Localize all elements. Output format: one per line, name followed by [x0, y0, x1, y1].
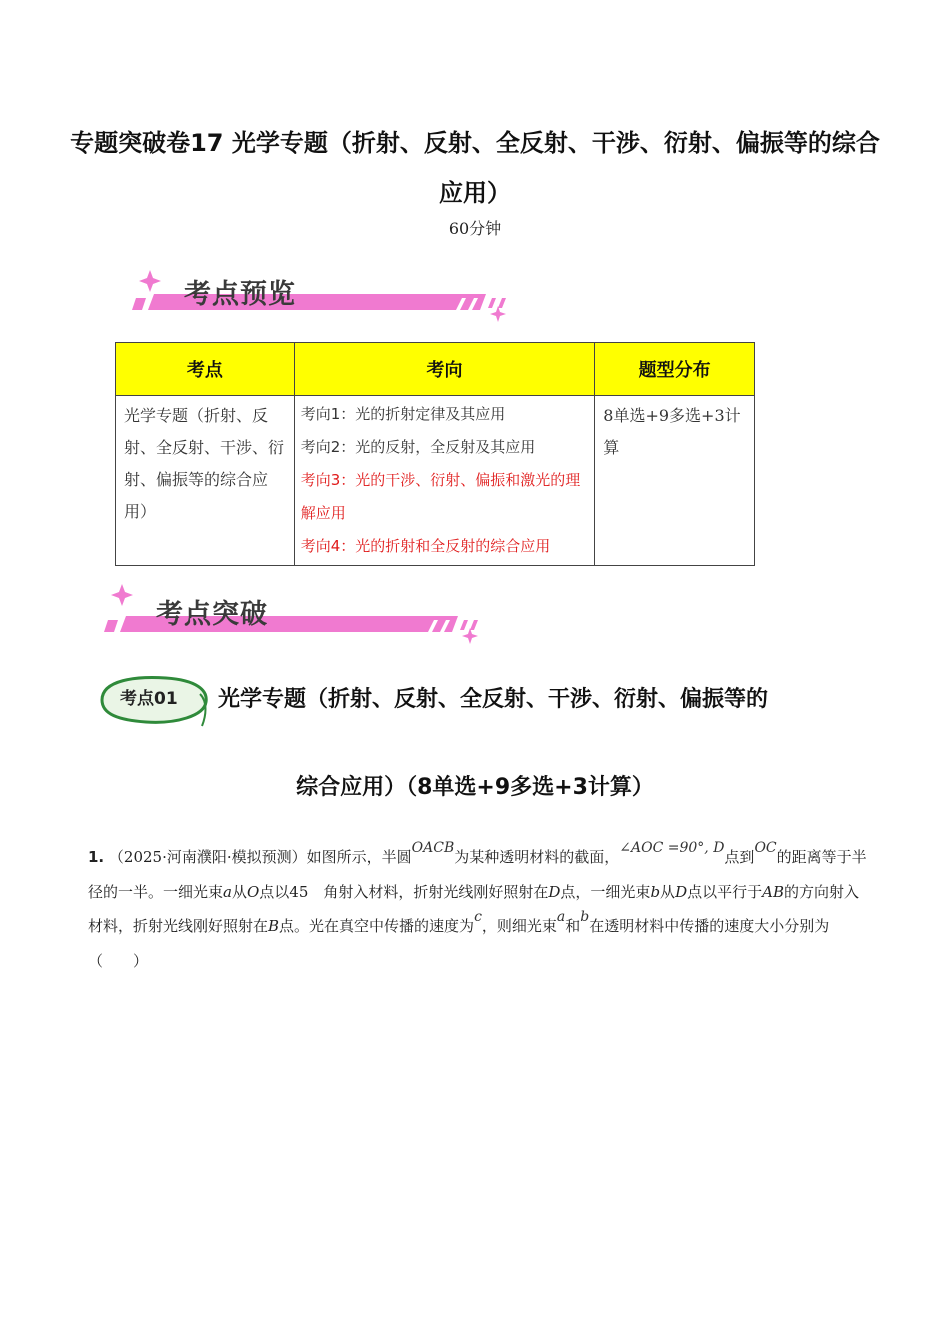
question-text: 和 [565, 917, 581, 935]
table-header-row [116, 343, 755, 396]
point-title-line2: 综合应用）（8单选+9多选+3计算） [296, 775, 654, 800]
header-direction: 考向 [294, 343, 595, 396]
table-row [116, 396, 755, 566]
math-d: D [675, 883, 688, 901]
section-banner-breakthrough [98, 576, 488, 646]
banner-title: 考点突破 [156, 599, 268, 630]
question-text: 点到 [724, 848, 755, 866]
direction-item: 考向2：光的反射，全反射及其应用 [300, 438, 536, 456]
question-text: 的距离等于半径的一半。一细光束 [88, 848, 867, 901]
point-title-line1: 光学专题（折射、反射、全反射、干涉、衍射、偏振等的 [218, 687, 769, 712]
question-text: 如图所示，半圆 [306, 848, 412, 866]
question-text: 从 [231, 883, 247, 901]
header-topic: 考点 [116, 343, 295, 396]
header-distribution: 题型分布 [595, 343, 755, 396]
direction-item: 考向4：光的折射和全反射的综合应用 [300, 537, 551, 555]
math-o: O [246, 883, 260, 901]
question-text: 点。光在真空中传播的速度为 [279, 917, 475, 935]
question-text: 点以平行于 [687, 883, 763, 901]
direction-item: 考向1：光的折射定律及其应用 [300, 405, 506, 423]
distribution-cell: 8单选+9多选+3计算 [595, 396, 755, 566]
section-banner-preview [126, 258, 516, 328]
question-text: 点以45 角射入材料，折射光线刚好照射在 [259, 883, 549, 901]
page-title: 专题突破卷17 光学专题（折射、反射、全反射、干涉、衍射、偏振等的综合应用） [70, 129, 880, 207]
math-b: b [580, 909, 590, 925]
question-source: （2025·河南濮阳·模拟预测） [108, 848, 307, 866]
point-tag-label: 考点01 [120, 689, 178, 709]
math-b-point: B [268, 917, 280, 935]
math-c: c [474, 909, 482, 925]
math-oc: OC [754, 840, 777, 856]
question-text: 在透明材料中传播的速度大小分别为（ ） [88, 917, 830, 970]
direction-item: 考向3：光的干涉、衍射、偏振和激光的理解应用 [300, 471, 581, 522]
leaf-badge-icon [96, 672, 212, 728]
question-text: ，则细光束 [481, 917, 557, 935]
question-1 [88, 840, 868, 978]
overview-table [115, 342, 755, 566]
direction-cell [294, 396, 595, 566]
math-a: a [556, 909, 566, 925]
question-text: 点，一细光束 [560, 883, 651, 901]
question-text: 的方向射入材料，折射光线刚好照射在 [88, 883, 859, 935]
question-text: 从 [660, 883, 676, 901]
math-angle: ∠AOC =90°, D [619, 840, 725, 856]
math-a: a [223, 883, 232, 901]
math-ab: AB [762, 883, 784, 901]
topic-cell: 光学专题（折射、反射、全反射、干涉、衍射、偏振等的综合应用） [116, 396, 295, 566]
math-d: D [548, 883, 561, 901]
math-b: b [650, 883, 661, 901]
duration-label: 60分钟 [448, 219, 502, 238]
question-number: 1. [88, 848, 105, 866]
banner-title: 考点预览 [184, 279, 296, 310]
point-tag [96, 672, 212, 732]
math-oacb: OACB [411, 840, 455, 856]
question-text: 为某种透明材料的截面， [454, 848, 620, 866]
